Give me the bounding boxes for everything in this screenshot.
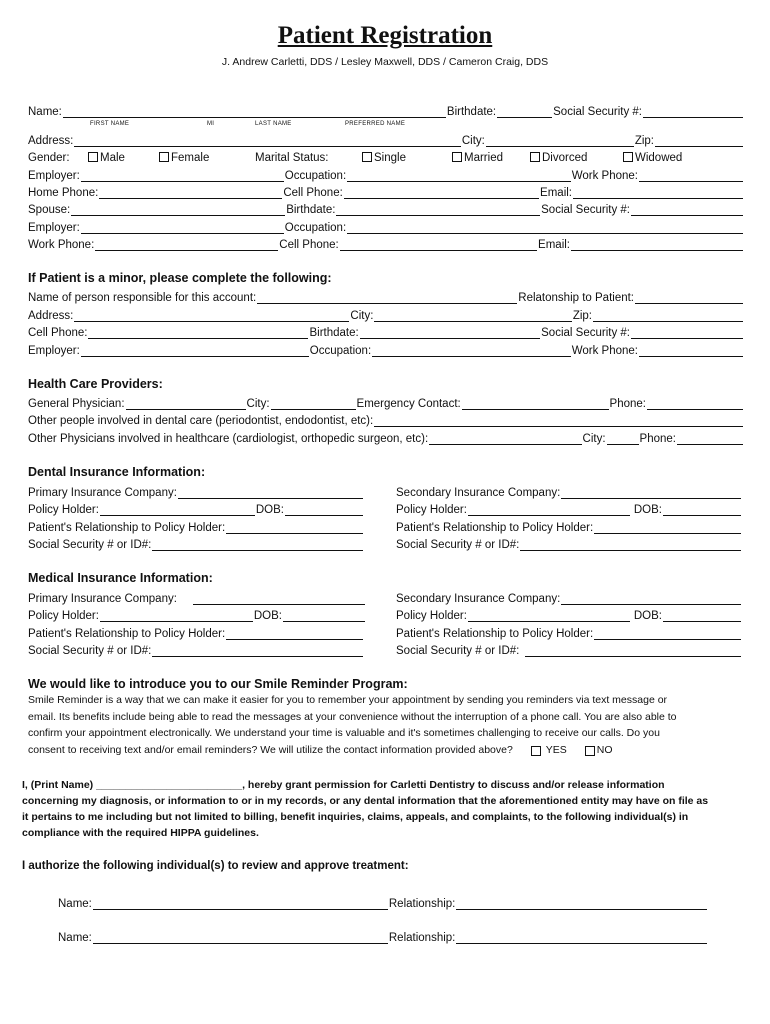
medical-secondary-row xyxy=(396,589,742,605)
single-option[interactable]: Single xyxy=(362,152,452,164)
birthdate-field[interactable] xyxy=(497,105,552,118)
city-label: City: xyxy=(461,135,485,147)
permission-line: compliance with the required HIPPA guidelines. xyxy=(22,827,259,839)
employer-label: Employer: xyxy=(28,170,80,182)
emergency-contact-label: Emergency Contact: xyxy=(356,398,461,410)
dental-dob-label: DOB: xyxy=(255,504,284,516)
medical-secondary-field[interactable] xyxy=(561,592,741,605)
dental-primary-row xyxy=(28,483,364,499)
responsible-row xyxy=(28,288,744,304)
other-phone-label: Phone: xyxy=(639,433,676,445)
dental-dob-field[interactable] xyxy=(285,503,363,516)
dental-care-row xyxy=(28,411,744,427)
authorized-relationship-field[interactable] xyxy=(456,897,707,910)
checkbox-icon[interactable] xyxy=(362,152,372,162)
dental-care-label: Other people involved in dental care (periodontist, endodontist, etc): xyxy=(28,415,374,427)
checkbox-icon[interactable] xyxy=(452,152,462,162)
spouse-row xyxy=(28,200,744,216)
authorized-name-label: Name: xyxy=(58,898,92,910)
responsible-label: Name of person responsible for this account: xyxy=(28,292,257,304)
authorized-relationship-label: Relationship: xyxy=(388,932,456,944)
checkbox-icon[interactable] xyxy=(530,152,540,162)
spouse-cell-phone-field[interactable] xyxy=(340,238,537,251)
minor-cell-field[interactable] xyxy=(88,326,308,339)
address-field[interactable] xyxy=(74,134,460,147)
medical-secondary-ssn-label: Social Security # or ID#: xyxy=(396,645,520,657)
medical-insurance-heading: Medical Insurance Information: xyxy=(28,571,213,585)
address-label: Address: xyxy=(28,135,74,147)
physician-city-label: City: xyxy=(246,398,270,410)
home-phone-row xyxy=(28,183,744,199)
dental-secondary-ssn-field[interactable] xyxy=(520,538,741,551)
reminder-line: consent to receiving text and/or email reminders? We will utilize the contact information provided above? xyxy=(28,743,513,756)
medical-secondary-holder-label: Policy Holder: xyxy=(396,610,467,622)
medical-relationship-field[interactable] xyxy=(226,627,363,640)
employer-row xyxy=(28,166,744,182)
minor-address-row xyxy=(28,306,744,322)
dental-relationship-row xyxy=(28,518,364,534)
spouse-birthdate-label: Birthdate: xyxy=(286,204,336,216)
spouse-field[interactable] xyxy=(71,203,285,216)
minor-birthdate-label: Birthdate: xyxy=(309,327,359,339)
relationship-field[interactable] xyxy=(635,291,743,304)
medical-ssn-field[interactable] xyxy=(152,644,363,657)
dental-secondary-relationship-row xyxy=(396,518,742,534)
minor-cell-row xyxy=(28,323,744,339)
spouse-work-phone-label: Work Phone: xyxy=(28,239,95,251)
dental-care-field[interactable] xyxy=(374,414,743,427)
minor-city-label: City: xyxy=(350,310,374,322)
medical-secondary-ssn-row xyxy=(396,641,742,657)
checkbox-icon[interactable] xyxy=(88,152,98,162)
minor-employer-label: Employer: xyxy=(28,345,80,357)
medical-secondary-relationship-field[interactable] xyxy=(594,627,741,640)
medical-secondary-ssn-field[interactable] xyxy=(525,644,741,657)
medical-secondary-relationship-row xyxy=(396,624,742,640)
home-phone-field[interactable] xyxy=(99,186,282,199)
spouse-work-phone-field[interactable] xyxy=(95,238,278,251)
dental-primary-label: Primary Insurance Company: xyxy=(28,487,177,499)
medical-relationship-label: Patient's Relationship to Policy Holder: xyxy=(28,628,226,640)
dental-secondary-dob-label: DOB: xyxy=(633,504,662,516)
male-option[interactable]: Male xyxy=(88,152,159,164)
female-option[interactable]: Female xyxy=(159,152,255,164)
emergency-phone-field[interactable] xyxy=(647,397,743,410)
dental-secondary-holder-field[interactable] xyxy=(468,503,630,516)
spouse-occupation-field[interactable] xyxy=(347,221,743,234)
dental-primary-field[interactable] xyxy=(178,486,363,499)
work-phone-field[interactable] xyxy=(639,169,743,182)
minor-heading: If Patient is a minor, please complete the following: xyxy=(28,271,332,285)
medical-dob-label: DOB: xyxy=(253,610,282,622)
authorized-relationship-field[interactable] xyxy=(456,931,707,944)
city-field[interactable] xyxy=(486,134,634,147)
dental-secondary-holder-label: Policy Holder: xyxy=(396,504,467,516)
checkbox-icon[interactable] xyxy=(159,152,169,162)
spouse-work-phone-row xyxy=(28,235,744,251)
responsible-field[interactable] xyxy=(257,291,517,304)
permission-text xyxy=(22,777,748,841)
medical-ssn-row xyxy=(28,641,364,657)
minor-work-phone-label: Work Phone: xyxy=(571,345,638,357)
dental-secondary-dob-field[interactable] xyxy=(663,503,741,516)
general-physician-field[interactable] xyxy=(126,397,246,410)
other-physicians-field[interactable] xyxy=(429,432,581,445)
medical-holder-label: Policy Holder: xyxy=(28,610,99,622)
birthdate-label: Birthdate: xyxy=(446,106,497,118)
occupation-field[interactable] xyxy=(347,169,571,182)
medical-holder-field[interactable] xyxy=(100,609,253,622)
minor-occupation-label: Occupation: xyxy=(309,345,372,357)
sub-mi: MI xyxy=(207,121,215,127)
dental-ssn-field[interactable] xyxy=(152,538,363,551)
permission-line: concerning my diagnosis, or information to or in my records, or any dental information that the aforementioned entity may have on file as xyxy=(22,795,709,807)
reminder-heading: We would like to introduce you to our Smile Reminder Program: xyxy=(28,677,408,691)
dental-secondary-ssn-row xyxy=(396,535,742,551)
sub-first-name: FIRST NAME xyxy=(90,121,130,127)
widowed-option[interactable]: Widowed xyxy=(623,152,682,164)
relationship-label: Relatonship to Patient: xyxy=(518,292,634,304)
spouse-label: Spouse: xyxy=(28,204,71,216)
other-phone-field[interactable] xyxy=(677,432,743,445)
dental-holder-label: Policy Holder: xyxy=(28,504,99,516)
medical-dob-field[interactable] xyxy=(283,609,365,622)
minor-zip-label: Zip: xyxy=(572,310,592,322)
dental-secondary-holder-row xyxy=(396,500,742,516)
medical-primary-field[interactable] xyxy=(193,592,365,605)
authorized-person-row xyxy=(58,894,708,910)
doctor-names: J. Andrew Carletti, DDS / Lesley Maxwell, DDS / Cameron Craig, DDS xyxy=(221,56,549,68)
other-city-field[interactable] xyxy=(607,432,639,445)
spouse-employer-label: Employer: xyxy=(28,222,80,234)
spouse-email-label: Email: xyxy=(538,239,570,251)
other-city-label: City: xyxy=(582,433,606,445)
other-physicians-label: Other Physicians involved in healthcare (cardiologist, orthopedic surgeon, etc): xyxy=(28,433,429,445)
dental-ssn-label: Social Security # or ID#: xyxy=(28,539,152,551)
dental-secondary-field[interactable] xyxy=(561,486,741,499)
email-field[interactable] xyxy=(573,186,743,199)
authorize-heading: I authorize the following individual(s) to review and approve treatment: xyxy=(22,860,409,872)
patient-name-row xyxy=(28,102,744,118)
reminder-text xyxy=(28,692,748,758)
reminder-line: email. Its benefits include being able to read the messages at your convenience without the interruption of a phone call. You are also able to xyxy=(28,710,677,723)
dental-insurance-heading: Dental Insurance Information: xyxy=(28,465,206,479)
dental-relationship-label: Patient's Relationship to Policy Holder: xyxy=(28,522,226,534)
dental-secondary-relationship-field[interactable] xyxy=(594,521,741,534)
minor-employer-field[interactable] xyxy=(81,344,309,357)
dental-ssn-row xyxy=(28,535,364,551)
name-label: Name: xyxy=(28,106,62,118)
dental-secondary-ssn-label: Social Security # or ID#: xyxy=(396,539,520,551)
permission-line: I, (Print Name) _________________________, hereby grant permission for Carletti Dentistry to discuss and/or release information xyxy=(22,779,665,791)
zip-label: Zip: xyxy=(634,135,654,147)
spouse-employer-row xyxy=(28,218,744,234)
spouse-ssn-field[interactable] xyxy=(631,203,743,216)
gender-label: Gender: xyxy=(28,152,70,164)
home-phone-label: Home Phone: xyxy=(28,187,99,199)
address-row xyxy=(28,131,744,147)
medical-secondary-holder-row xyxy=(396,606,742,622)
minor-employer-row xyxy=(28,341,744,357)
email-label: Email: xyxy=(540,187,572,199)
divorced-option[interactable]: Divorced xyxy=(530,152,623,164)
authorized-name-field[interactable] xyxy=(93,897,388,910)
authorized-name-field[interactable] xyxy=(93,931,388,944)
medical-holder-row xyxy=(28,606,366,622)
medical-secondary-dob-field[interactable] xyxy=(663,609,741,622)
medical-primary-row xyxy=(28,589,366,605)
minor-occupation-field[interactable] xyxy=(372,344,571,357)
cell-phone-field[interactable] xyxy=(344,186,539,199)
dental-secondary-label: Secondary Insurance Company: xyxy=(396,487,561,499)
cell-phone-label: Cell Phone: xyxy=(283,187,343,199)
permission-line: it pertains to me including but not limited to billing, benefit inquiries, claims, appeals, and complaints, to the following individual(s) in xyxy=(22,811,689,823)
occupation-label: Occupation: xyxy=(284,170,347,182)
dental-holder-field[interactable] xyxy=(100,503,255,516)
page-title: Patient Registration xyxy=(277,22,493,49)
physician-city-field[interactable] xyxy=(271,397,356,410)
providers-heading: Health Care Providers: xyxy=(28,377,163,391)
other-physicians-row xyxy=(28,429,744,445)
dental-secondary-relationship-label: Patient's Relationship to Policy Holder: xyxy=(396,522,594,534)
marital-status-label: Marital Status: xyxy=(255,152,329,164)
zip-field[interactable] xyxy=(655,134,743,147)
checkbox-icon[interactable] xyxy=(585,746,595,756)
spouse-email-field[interactable] xyxy=(571,238,743,251)
minor-cell-label: Cell Phone: xyxy=(28,327,88,339)
name-field[interactable] xyxy=(63,105,446,118)
emergency-contact-field[interactable] xyxy=(462,397,609,410)
authorized-relationship-label: Relationship: xyxy=(388,898,456,910)
medical-primary-label: Primary Insurance Company: xyxy=(28,593,177,605)
consent-no-option[interactable]: NO xyxy=(585,742,613,759)
general-physician-row xyxy=(28,394,744,410)
minor-address-field[interactable] xyxy=(74,309,349,322)
medical-secondary-label: Secondary Insurance Company: xyxy=(396,593,561,605)
work-phone-label: Work Phone: xyxy=(571,170,638,182)
minor-ssn-field[interactable] xyxy=(631,326,743,339)
reminder-line: Smile Reminder is a way that we can make it easier for you to remember your appointment by sending you reminders via text message or xyxy=(28,694,668,706)
employer-field[interactable] xyxy=(81,169,284,182)
medical-relationship-row xyxy=(28,624,364,640)
minor-city-field[interactable] xyxy=(374,309,571,322)
sub-last-name: LAST NAME xyxy=(255,121,292,127)
ssn-field[interactable] xyxy=(643,105,743,118)
medical-secondary-holder-field[interactable] xyxy=(468,609,630,622)
spouse-birthdate-field[interactable] xyxy=(336,203,540,216)
reminder-line: confirm your appointment electronically. We understand your time is valuable and it's sometimes challenging to receive our calls. Do you xyxy=(28,727,660,739)
authorized-person-row xyxy=(58,928,708,944)
reminder-consent-line xyxy=(28,742,748,759)
minor-birthdate-field[interactable] xyxy=(360,326,540,339)
minor-ssn-label: Social Security #: xyxy=(541,327,630,339)
dental-holder-row xyxy=(28,500,364,516)
minor-address-label: Address: xyxy=(28,310,74,322)
spouse-cell-phone-label: Cell Phone: xyxy=(279,239,339,251)
general-physician-label: General Physician: xyxy=(28,398,125,410)
gender-marital-row xyxy=(28,148,744,164)
medical-secondary-dob-label: DOB: xyxy=(633,610,662,622)
married-option[interactable]: Married xyxy=(452,152,530,164)
spouse-employer-field[interactable] xyxy=(81,221,284,234)
checkbox-icon[interactable] xyxy=(623,152,633,162)
emergency-phone-label: Phone: xyxy=(609,398,646,410)
consent-yes-option[interactable]: YES xyxy=(531,742,567,759)
medical-ssn-label: Social Security # or ID#: xyxy=(28,645,152,657)
spouse-occupation-label: Occupation: xyxy=(284,222,347,234)
authorized-name-label: Name: xyxy=(58,932,92,944)
checkbox-icon[interactable] xyxy=(531,746,541,756)
medical-secondary-relationship-label: Patient's Relationship to Policy Holder: xyxy=(396,628,594,640)
sub-preferred-name: PREFERRED NAME xyxy=(345,121,406,127)
minor-work-phone-field[interactable] xyxy=(639,344,743,357)
dental-secondary-row xyxy=(396,483,742,499)
spouse-ssn-label: Social Security #: xyxy=(541,204,630,216)
ssn-label: Social Security #: xyxy=(553,106,642,118)
minor-zip-field[interactable] xyxy=(593,309,743,322)
dental-relationship-field[interactable] xyxy=(226,521,363,534)
